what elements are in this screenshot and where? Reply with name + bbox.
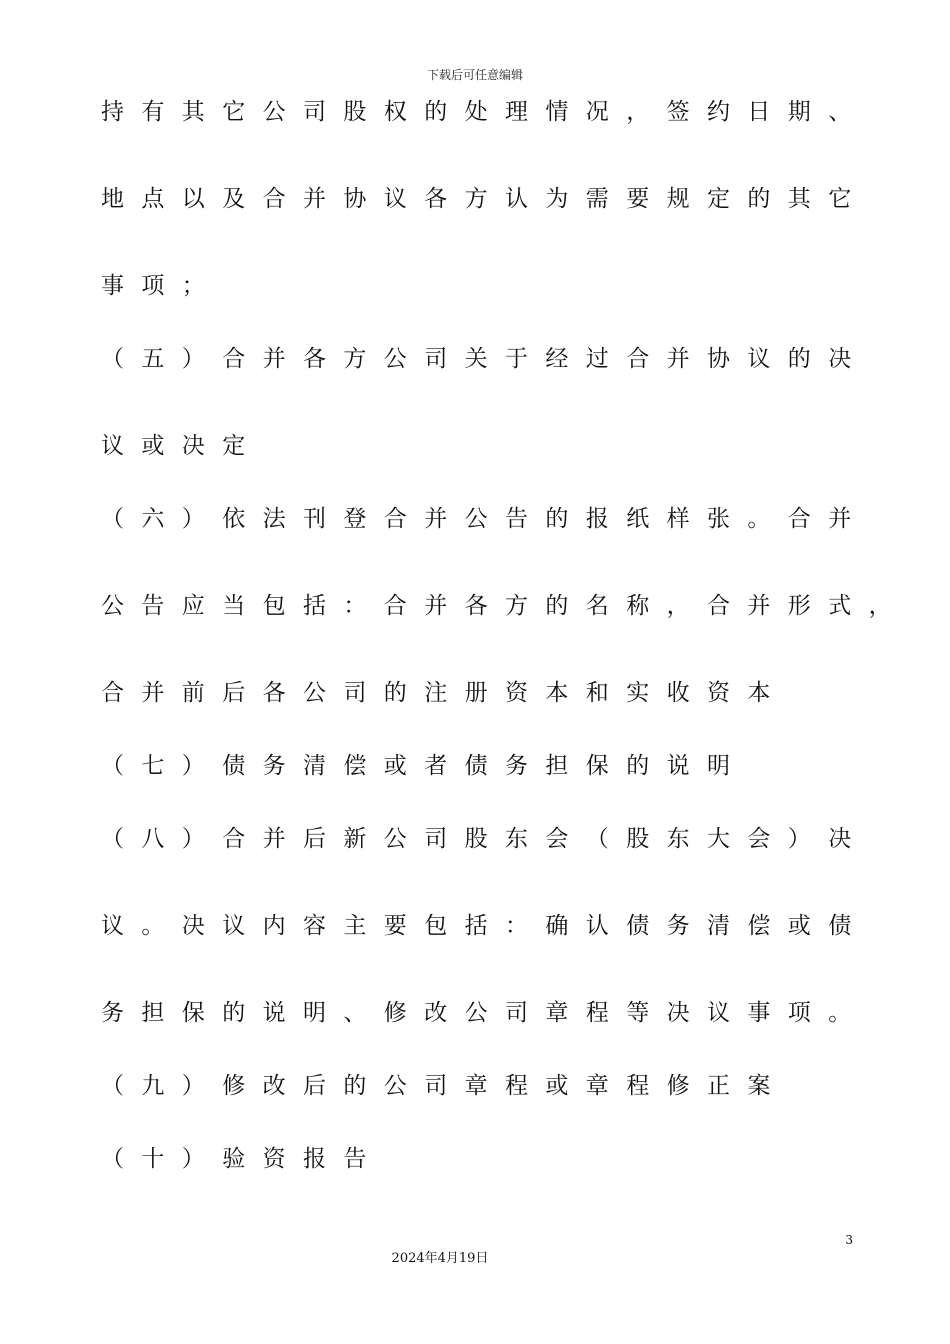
footer-date: 2024年4月19日 <box>391 1251 489 1266</box>
body-line-11: 议。决议内容主要包括：确认债务清偿或债 <box>101 913 869 939</box>
body-line-13: （九）修改后的公司章程或章程修正案 <box>101 1073 788 1099</box>
body-line-9: （七）债务清偿或者债务担保的说明 <box>101 753 748 779</box>
body-line-7: 公告应当包括：合并各方的名称，合并形式， <box>101 593 909 619</box>
body-line-12: 务担保的说明、修改公司章程等决议事项。 <box>101 1000 869 1026</box>
body-line-2: 地点以及合并协议各方认为需要规定的其它 <box>101 186 869 212</box>
body-line-4: （五）合并各方公司关于经过合并协议的决 <box>101 346 869 372</box>
page-number: 3 <box>845 1233 853 1247</box>
page-header: 下载后可任意编辑 <box>426 68 523 82</box>
body-line-8: 合并前后各公司的注册资本和实收资本 <box>101 680 788 706</box>
body-line-10: （八）合并后新公司股东会（股东大会）决 <box>101 826 869 852</box>
body-line-14: （十）验资报告 <box>101 1146 384 1172</box>
body-line-3: 事项； <box>101 273 223 299</box>
body-line-6: （六）依法刊登合并公告的报纸样张。合并 <box>101 506 869 532</box>
body-line-5: 议或决定 <box>101 433 263 459</box>
body-line-1: 持有其它公司股权的处理情况，签约日期、 <box>101 99 869 125</box>
